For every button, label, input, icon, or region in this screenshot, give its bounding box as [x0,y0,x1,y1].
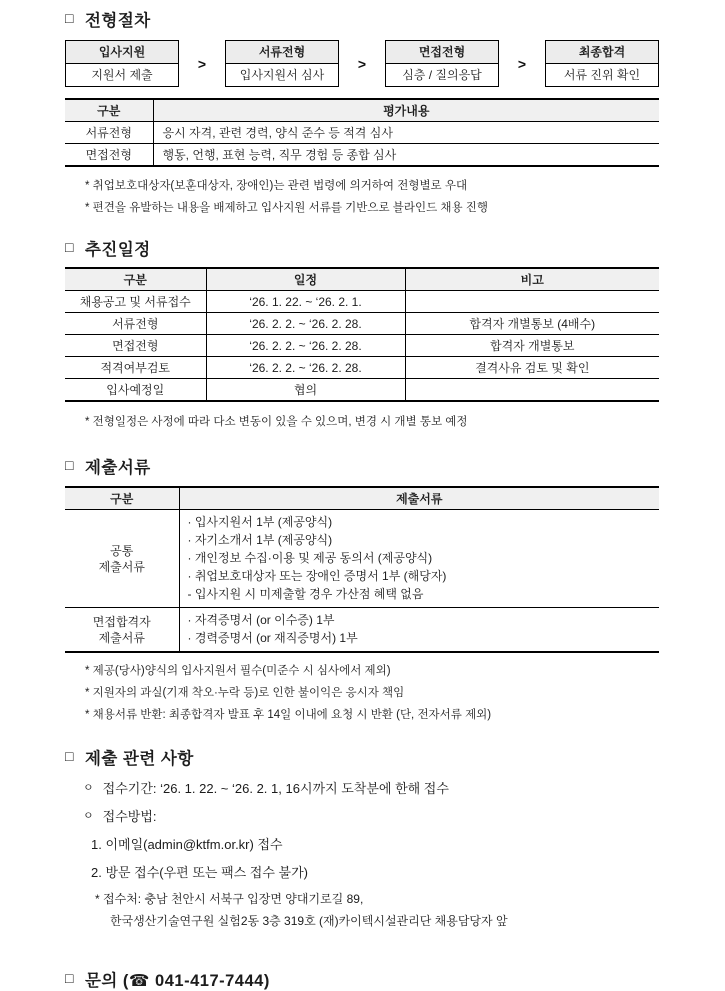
flow-step-desc: 입사지원서 심사 [239,68,325,82]
section-title: 전형절차 [84,12,151,30]
section-title: 추진일정 [84,241,151,259]
table-row [65,379,659,402]
category-line: 공통 [110,543,134,558]
row-items [179,608,659,653]
schedule-note: * 전형일정은 사정에 따라 다소 변동이 있을 수 있으며, 변경 시 개별 통보 예정 [85,416,468,428]
schedule-table [65,267,659,402]
item-line: · 입사지원서 1부 (제공양식) [187,515,333,529]
flow-step-title: 최종합격 [546,41,658,64]
column-header: 구분 [65,99,153,122]
category-line: 면접합격자 [92,614,151,629]
row-category: 면접전형 [65,144,153,167]
square-bullet-icon: □ [65,10,74,26]
row-category: 입사예정일 [65,379,206,402]
process-flow-diagram [65,40,659,87]
chevron-right-icon: > [357,55,367,72]
method-item-email: 1. 이메일(admin@ktfm.or.kr) 접수 [91,837,283,852]
flow-step-title: 면접전형 [386,41,498,64]
column-header: 구분 [65,487,179,510]
submission-notes [65,660,659,726]
flow-step-title: 입사지원 [66,41,178,64]
flow-step-apply [65,40,179,87]
item-line: · 취업보호대상자 또는 장애인 증명서 1부 (해당자) [187,569,447,583]
contact-title-with-phone: 문의 (☎ 041-417-7444) [84,972,270,990]
table-row [65,313,659,335]
row-value: 응시 자격, 관련 경력, 양식 준수 등 적격 심사 [153,122,659,144]
evaluation-table [65,98,659,167]
flow-step-desc: 지원서 제출 [91,68,153,82]
column-header: 제출서류 [179,487,659,510]
section-title: 제출서류 [84,459,151,477]
flow-step-document [225,40,339,87]
row-remark: 합격자 개별통보 (4배수) [405,313,659,335]
method-item-visit: 2. 방문 접수(우편 또는 팩스 접수 불가) [91,865,308,880]
column-header: 비고 [405,268,659,291]
row-date: ‘26. 2. 2. ~ ‘26. 2. 28. [206,357,405,379]
table-row [65,510,659,608]
flow-step-interview [385,40,499,87]
item-line: · 자격증명서 (or 이수증) 1부 [187,613,335,627]
flow-step-desc: 심층 / 질의응답 [402,68,482,82]
row-category: 면접전형 [65,335,206,357]
square-bullet-icon: □ [65,239,74,255]
item-line: - 입사지원 시 미제출할 경우 가산점 혜택 없음 [187,587,424,601]
table-header-row [65,99,659,122]
row-category: 채용공고 및 서류접수 [65,291,206,313]
row-category: 서류전형 [65,313,206,335]
chevron-right-icon: > [517,55,527,72]
row-items [179,510,659,608]
chevron-right-icon: > [197,55,207,72]
category-line: 제출서류 [98,559,145,574]
column-header: 일정 [206,268,405,291]
table-row [65,357,659,379]
table-row [65,335,659,357]
square-bullet-icon: □ [65,457,74,473]
row-remark [405,379,659,402]
table-header-row [65,487,659,510]
table-row [65,608,659,653]
row-category [65,510,179,608]
submission-table [65,486,659,653]
row-category: 서류전형 [65,122,153,144]
note-line: * 취업보호대상자(보훈대상자, 장애인)는 관련 법령에 의거하여 전형별로 우대 [85,180,468,192]
receipt-address-cont: 한국생산기술연구원 실험2동 3층 319호 (재)카이텍시설관리단 채용담당자 앞 [110,914,508,928]
note-line: * 편견을 유발하는 내용을 배제하고 입사지원 서류를 기반으로 블라인드 채용 진행 [85,202,489,214]
flow-step-final [545,40,659,87]
note-line: * 제공(당사)양식의 입사지원서 필수(미준수 시 심사에서 제외) [85,665,391,677]
receipt-method-text: 접수방법: [102,809,157,824]
section-heading-contact [65,967,659,991]
item-line: · 경력증명서 (or 재직증명서) 1부 [187,631,358,645]
table-row [65,291,659,313]
table-row [65,122,659,144]
table-row [65,144,659,167]
item-line: · 자기소개서 1부 (제공양식) [187,533,333,547]
row-date: ‘26. 2. 2. ~ ‘26. 2. 28. [206,313,405,335]
flow-step-desc: 서류 진위 확인 [563,68,641,82]
receipt-address-note: * 접수처: 충남 천안시 서북구 입장면 양대기로길 89, [95,892,364,906]
column-header: 평가내용 [153,99,659,122]
row-category [65,608,179,653]
square-bullet-icon: □ [65,970,74,986]
row-category: 적격여부검토 [65,357,206,379]
section-heading-submission [65,454,659,478]
note-line: * 채용서류 반환: 최종합격자 발표 후 14일 이내에 요청 시 반환 (단, 전자서류 제외) [85,709,492,721]
circle-bullet-icon: ㅇ [83,809,94,822]
note-line: * 지원자의 과실(기재 착오·누락 등)로 인한 불이익은 응시자 책임 [85,687,405,699]
column-header: 구분 [65,268,206,291]
row-remark: 결격사유 검토 및 확인 [405,357,659,379]
row-remark [405,291,659,313]
section-heading-schedule [65,236,659,260]
category-line: 제출서류 [98,630,145,645]
section-title: 제출 관련 사항 [84,750,194,768]
section-heading-process [65,7,659,31]
item-line: · 개인정보 수집·이용 및 제공 동의서 (제공양식) [187,551,433,565]
section-heading-submit-info [65,745,659,769]
row-date: ‘26. 1. 22. ~ ‘26. 2. 1. [206,291,405,313]
row-date: 협의 [206,379,405,402]
row-remark: 합격자 개별통보 [405,335,659,357]
square-bullet-icon: □ [65,748,74,764]
receipt-method-line [83,806,659,825]
receipt-period-line [83,778,659,797]
row-value: 행동, 언행, 표현 능력, 직무 경험 등 종합 심사 [153,144,659,167]
receipt-period-text: 접수기간: ‘26. 1. 22. ~ ‘26. 2. 1, 16시까지 도착분에 한해 접수 [102,781,449,796]
flow-step-title: 서류전형 [226,41,338,64]
row-date: ‘26. 2. 2. ~ ‘26. 2. 28. [206,335,405,357]
table-header-row [65,268,659,291]
process-notes [65,175,659,219]
circle-bullet-icon: ㅇ [83,781,94,794]
